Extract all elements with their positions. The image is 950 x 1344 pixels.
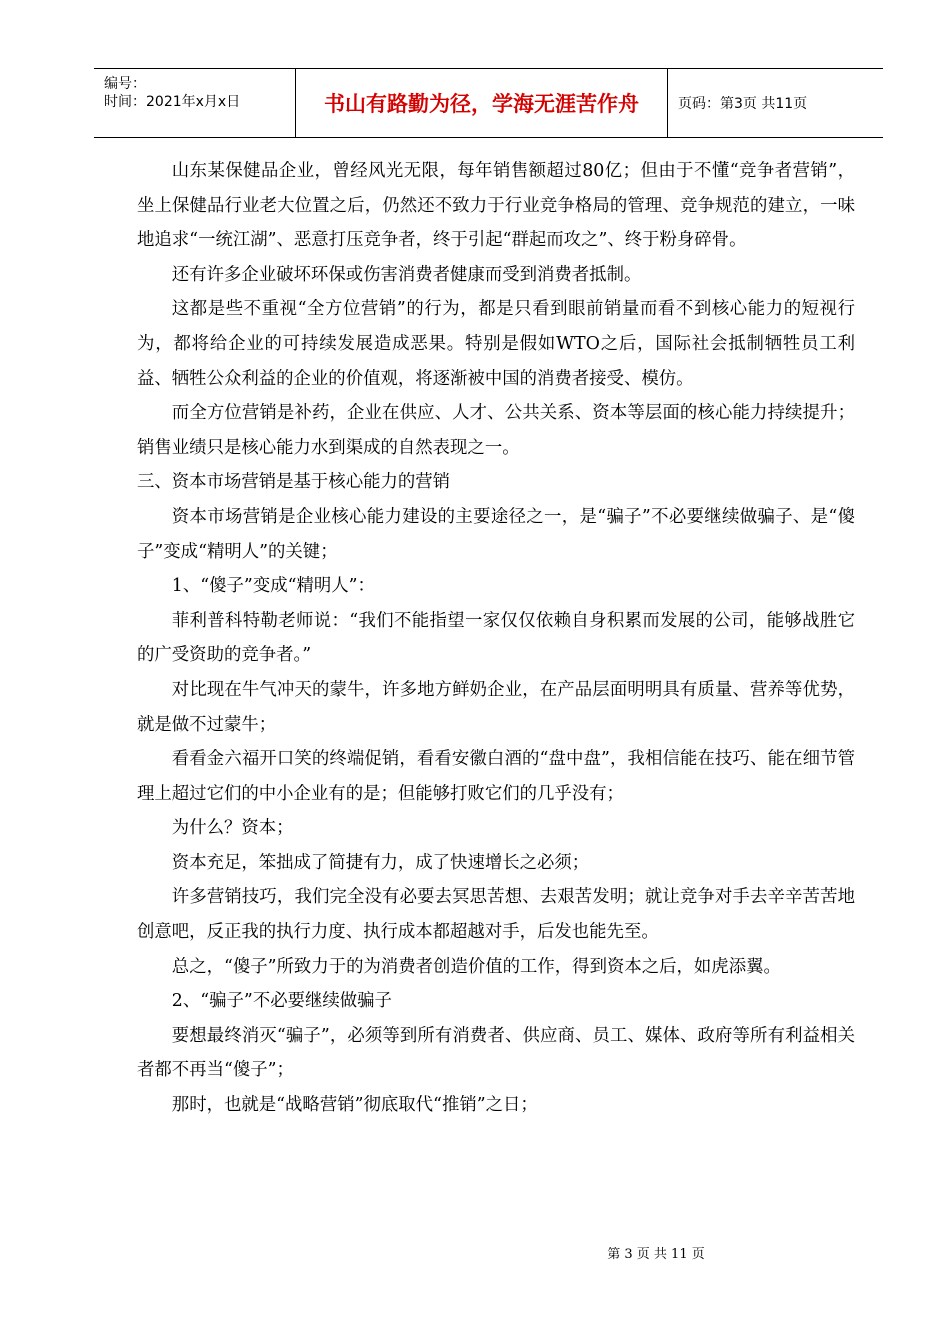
header-motto: 书山有路勤为径，学海无涯苦作舟: [296, 69, 668, 137]
paragraph: 对比现在牛气冲天的蒙牛，许多地方鲜奶企业，在产品层面明明具有质量、营养等优势，就是做不过蒙牛；: [137, 679, 855, 735]
paragraph: 为什么？资本；: [171, 818, 294, 839]
paragraph: 看看金六福开口笑的终端促销，看看安徽白酒的“盘中盘”，我相信能在技巧、能在细节管理上超过它们的中小企业有的是；但能够打败它们的几乎没有；: [137, 749, 855, 804]
page-footer: 第 3 页 共 11 页: [607, 1247, 705, 1262]
page-header: [94, 68, 883, 138]
paragraph: 总之，“傻子”所致力于的为消费者创造价值的工作，得到资本之后，如虎添翼。: [171, 956, 781, 977]
header-page-label: 页码：第3页 共11页: [678, 96, 808, 112]
paragraph: 资本充足，笨拙成了简捷有力，成了快速增长之必须；: [171, 852, 590, 873]
document-body: [137, 154, 855, 1123]
paragraph: 还有许多企业破坏环保或伤害消费者健康而受到消费者抵制。: [171, 264, 642, 285]
header-meta: [94, 69, 296, 137]
section-heading: 三、资本市场营销是基于核心能力的营销: [137, 472, 451, 493]
paragraph: 而全方位营销是补药，企业在供应、人才、公共关系、资本等层面的核心能力持续提升；销售业绩只是核心能力水到渠成的自然表现之一。: [137, 403, 855, 458]
document-time-label: 时间：2021年x月x日: [104, 94, 241, 110]
document-number-label: 编号：: [104, 76, 146, 92]
subsection-heading: 1、“傻子”变成“精明人”：: [171, 576, 375, 597]
paragraph: 山东某保健品企业，曾经风光无限，每年销售额超过80亿；但由于不懂“竞争者营销”，坐上保健品行业老大位置之后，仍然还不致力于行业竞争格局的管理、竞争规范的建立，一味地追求“一统江湖”、恶意打压竞争者，终于引起“群起而攻之”、终于粉身碎骨。: [137, 161, 855, 251]
paragraph: 资本市场营销是企业核心能力建设的主要途径之一，是“骗子”不必要继续做骗子、是“傻子”变成“精明人”的关键；: [137, 506, 855, 562]
paragraph: 许多营销技巧，我们完全没有必要去冥思苦想、去艰苦发明；就让竞争对手去辛辛苦苦地创意吧，反正我的执行力度、执行成本都超越对手，后发也能先至。: [137, 887, 855, 943]
paragraph: 这都是些不重视“全方位营销”的行为，都是只看到眼前销量而看不到核心能力的短视行为，都将给企业的可持续发展造成恶果。特别是假如WTO之后，国际社会抵制牺牲员工利益、牺牲公众利益的企业的价值观，将逐渐被中国的消费者接受、模仿。: [137, 299, 855, 389]
paragraph: 要想最终消灭“骗子”，必须等到所有消费者、供应商、员工、媒体、政府等所有利益相关者都不再当“傻子”；: [137, 1025, 855, 1081]
paragraph: 那时，也就是“战略营销”彻底取代“推销”之日；: [171, 1095, 538, 1116]
paragraph: 菲利普科特勒老师说：“我们不能指望一家仅仅依赖自身积累而发展的公司，能够战胜它的广受资助的竞争者。”: [137, 610, 855, 666]
subsection-heading: 2、“骗子”不必要继续做骗子: [171, 991, 392, 1012]
